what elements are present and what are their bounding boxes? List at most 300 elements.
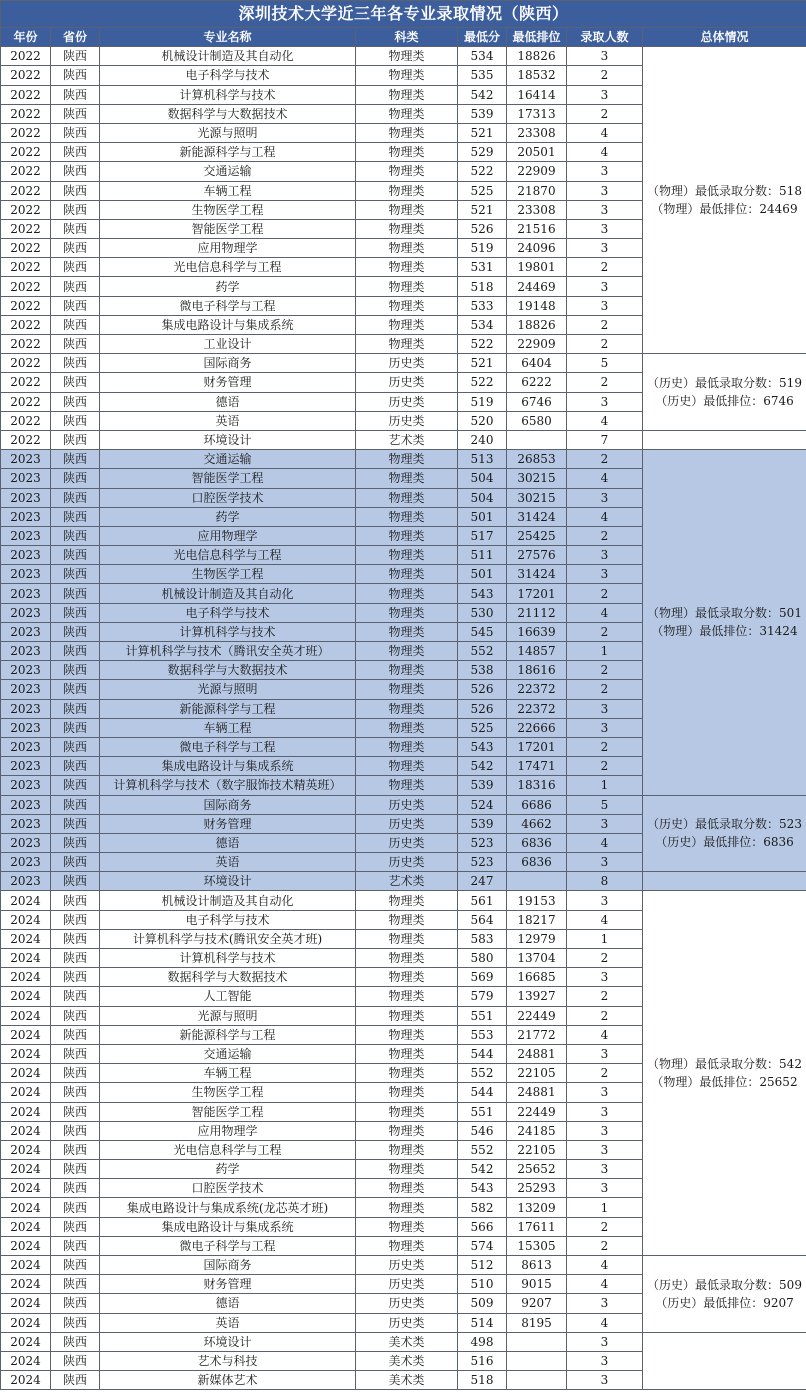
cell-year: 2024 <box>1 1217 51 1236</box>
cell-min-rank: 6222 <box>507 373 567 392</box>
cell-category: 物理类 <box>356 296 458 315</box>
cell-admitted: 4 <box>567 1275 643 1294</box>
cell-year: 2022 <box>1 123 51 142</box>
cell-major: 集成电路设计与集成系统 <box>100 315 356 334</box>
cell-year: 2024 <box>1 1083 51 1102</box>
cell-min-rank: 22909 <box>507 335 567 354</box>
cell-admitted: 3 <box>567 47 643 66</box>
cell-major: 英语 <box>100 853 356 872</box>
cell-category: 历史类 <box>356 833 458 852</box>
cell-min-score: 511 <box>458 546 507 565</box>
cell-major: 光源与照明 <box>100 1006 356 1025</box>
cell-min-score: 521 <box>458 200 507 219</box>
summary-cell <box>643 354 806 431</box>
cell-province: 陕西 <box>51 47 100 66</box>
cell-major: 财务管理 <box>100 373 356 392</box>
cell-category: 物理类 <box>356 1198 458 1217</box>
cell-province: 陕西 <box>51 1179 100 1198</box>
cell-province: 陕西 <box>51 1371 100 1390</box>
cell-province: 陕西 <box>51 219 100 238</box>
cell-major: 车辆工程 <box>100 1064 356 1083</box>
cell-year: 2023 <box>1 814 51 833</box>
cell-province: 陕西 <box>51 642 100 661</box>
cell-year: 2024 <box>1 1351 51 1370</box>
cell-year: 2022 <box>1 162 51 181</box>
table-body <box>1 47 806 1390</box>
cell-category: 物理类 <box>356 718 458 737</box>
summary-cell <box>643 795 806 872</box>
cell-province: 陕西 <box>51 603 100 622</box>
cell-min-score: 521 <box>458 123 507 142</box>
cell-year: 2024 <box>1 1025 51 1044</box>
cell-year: 2024 <box>1 987 51 1006</box>
cell-year: 2022 <box>1 354 51 373</box>
cell-min-score: 544 <box>458 1044 507 1063</box>
cell-min-score: 526 <box>458 699 507 718</box>
cell-min-rank: 22372 <box>507 680 567 699</box>
cell-province: 陕西 <box>51 1064 100 1083</box>
cell-year: 2022 <box>1 430 51 449</box>
cell-min-rank: 23308 <box>507 123 567 142</box>
cell-admitted: 5 <box>567 354 643 373</box>
cell-category: 物理类 <box>356 584 458 603</box>
cell-province: 陕西 <box>51 814 100 833</box>
cell-province: 陕西 <box>51 85 100 104</box>
cell-major: 财务管理 <box>100 814 356 833</box>
cell-year: 2024 <box>1 1332 51 1351</box>
cell-category: 物理类 <box>356 949 458 968</box>
cell-category: 物理类 <box>356 1083 458 1102</box>
cell-min-rank: 25652 <box>507 1160 567 1179</box>
cell-category: 艺术类 <box>356 872 458 891</box>
cell-year: 2022 <box>1 66 51 85</box>
summary-line: （历史）最低录取分数：523 <box>647 817 802 832</box>
cell-year: 2024 <box>1 949 51 968</box>
cell-category: 历史类 <box>356 1294 458 1313</box>
cell-min-score: 566 <box>458 1217 507 1236</box>
cell-admitted: 3 <box>567 1140 643 1159</box>
cell-province: 陕西 <box>51 354 100 373</box>
cell-province: 陕西 <box>51 123 100 142</box>
cell-province: 陕西 <box>51 430 100 449</box>
cell-major: 智能医学工程 <box>100 219 356 238</box>
cell-admitted: 1 <box>567 929 643 948</box>
cell-min-score: 545 <box>458 622 507 641</box>
cell-year: 2023 <box>1 718 51 737</box>
cell-year: 2022 <box>1 258 51 277</box>
col-header-min-score: 最低分 <box>458 28 507 47</box>
cell-category: 物理类 <box>356 987 458 1006</box>
cell-min-rank: 17201 <box>507 737 567 756</box>
cell-year: 2023 <box>1 833 51 852</box>
cell-province: 陕西 <box>51 315 100 334</box>
cell-category: 美术类 <box>356 1371 458 1390</box>
cell-min-score: 574 <box>458 1236 507 1255</box>
cell-province: 陕西 <box>51 373 100 392</box>
cell-min-rank: 25293 <box>507 1179 567 1198</box>
cell-min-rank: 22372 <box>507 699 567 718</box>
cell-major: 智能医学工程 <box>100 469 356 488</box>
cell-admitted: 4 <box>567 603 643 622</box>
cell-category: 历史类 <box>356 373 458 392</box>
cell-major: 车辆工程 <box>100 718 356 737</box>
cell-province: 陕西 <box>51 987 100 1006</box>
cell-min-rank: 22909 <box>507 162 567 181</box>
cell-year: 2023 <box>1 795 51 814</box>
cell-admitted: 3 <box>567 277 643 296</box>
cell-major: 集成电路设计与集成系统(龙芯英才班) <box>100 1198 356 1217</box>
cell-category: 物理类 <box>356 1160 458 1179</box>
cell-category: 历史类 <box>356 853 458 872</box>
cell-admitted: 3 <box>567 1160 643 1179</box>
cell-min-score: 247 <box>458 872 507 891</box>
cell-province: 陕西 <box>51 488 100 507</box>
cell-category: 物理类 <box>356 1044 458 1063</box>
cell-category: 物理类 <box>356 258 458 277</box>
cell-min-rank: 18616 <box>507 661 567 680</box>
cell-min-score: 504 <box>458 488 507 507</box>
cell-min-rank: 18826 <box>507 315 567 334</box>
cell-category: 物理类 <box>356 66 458 85</box>
cell-province: 陕西 <box>51 181 100 200</box>
cell-min-score: 529 <box>458 143 507 162</box>
cell-major: 光电信息科学与工程 <box>100 546 356 565</box>
cell-year: 2023 <box>1 680 51 699</box>
cell-major: 生物医学工程 <box>100 200 356 219</box>
cell-major: 财务管理 <box>100 1275 356 1294</box>
cell-category: 物理类 <box>356 143 458 162</box>
cell-min-rank: 14857 <box>507 642 567 661</box>
cell-major: 交通运输 <box>100 1044 356 1063</box>
cell-min-score: 553 <box>458 1025 507 1044</box>
cell-province: 陕西 <box>51 392 100 411</box>
cell-min-rank <box>507 872 567 891</box>
cell-category: 物理类 <box>356 1236 458 1255</box>
cell-min-rank: 18532 <box>507 66 567 85</box>
cell-category: 物理类 <box>356 910 458 929</box>
cell-category: 物理类 <box>356 661 458 680</box>
cell-major: 集成电路设计与集成系统 <box>100 757 356 776</box>
cell-admitted: 1 <box>567 776 643 795</box>
cell-min-score: 525 <box>458 718 507 737</box>
summary-line: （历史）最低录取分数：509 <box>647 1277 802 1292</box>
summary-line: （历史）最低录取分数：519 <box>647 376 802 391</box>
cell-min-score: 543 <box>458 737 507 756</box>
cell-category: 物理类 <box>356 776 458 795</box>
cell-province: 陕西 <box>51 296 100 315</box>
cell-year: 2022 <box>1 85 51 104</box>
cell-admitted: 3 <box>567 968 643 987</box>
cell-min-score: 518 <box>458 277 507 296</box>
cell-admitted: 2 <box>567 661 643 680</box>
cell-min-rank: 24469 <box>507 277 567 296</box>
cell-min-score: 240 <box>458 430 507 449</box>
summary-line: （物理）最低排位：25652 <box>651 1075 798 1090</box>
cell-major: 国际商务 <box>100 1256 356 1275</box>
cell-major: 应用物理学 <box>100 1121 356 1140</box>
table-header <box>1 28 806 47</box>
cell-major: 德语 <box>100 833 356 852</box>
cell-min-rank: 22449 <box>507 1102 567 1121</box>
cell-admitted: 2 <box>567 335 643 354</box>
cell-category: 物理类 <box>356 162 458 181</box>
cell-major: 微电子科学与工程 <box>100 737 356 756</box>
cell-category: 物理类 <box>356 488 458 507</box>
cell-province: 陕西 <box>51 795 100 814</box>
cell-admitted: 2 <box>567 757 643 776</box>
cell-province: 陕西 <box>51 680 100 699</box>
cell-year: 2023 <box>1 776 51 795</box>
cell-admitted: 2 <box>567 1064 643 1083</box>
cell-category: 物理类 <box>356 450 458 469</box>
cell-province: 陕西 <box>51 411 100 430</box>
summary-cell <box>643 872 806 891</box>
cell-year: 2023 <box>1 737 51 756</box>
cell-min-score: 551 <box>458 1006 507 1025</box>
cell-min-score: 579 <box>458 987 507 1006</box>
cell-year: 2024 <box>1 1371 51 1390</box>
cell-category: 物理类 <box>356 123 458 142</box>
cell-min-rank: 9207 <box>507 1294 567 1313</box>
cell-min-rank: 19153 <box>507 891 567 910</box>
cell-province: 陕西 <box>51 104 100 123</box>
cell-category: 美术类 <box>356 1332 458 1351</box>
cell-min-score: 513 <box>458 450 507 469</box>
cell-min-rank: 22449 <box>507 1006 567 1025</box>
cell-admitted: 3 <box>567 1121 643 1140</box>
cell-admitted: 3 <box>567 392 643 411</box>
cell-min-score: 552 <box>458 642 507 661</box>
cell-admitted: 2 <box>567 680 643 699</box>
cell-min-rank: 30215 <box>507 469 567 488</box>
cell-year: 2024 <box>1 929 51 948</box>
cell-year: 2024 <box>1 1313 51 1332</box>
cell-admitted: 3 <box>567 1044 643 1063</box>
cell-year: 2023 <box>1 507 51 526</box>
cell-min-rank: 4662 <box>507 814 567 833</box>
cell-admitted: 2 <box>567 737 643 756</box>
cell-min-rank: 22666 <box>507 718 567 737</box>
cell-admitted: 2 <box>567 315 643 334</box>
cell-major: 数据科学与大数据技术 <box>100 968 356 987</box>
cell-min-rank: 6580 <box>507 411 567 430</box>
cell-min-rank: 6836 <box>507 853 567 872</box>
cell-min-rank: 21516 <box>507 219 567 238</box>
cell-min-score: 520 <box>458 411 507 430</box>
cell-min-score: 509 <box>458 1294 507 1313</box>
col-header-summary: 总体情况 <box>643 28 806 47</box>
col-header-admitted: 录取人数 <box>567 28 643 47</box>
cell-category: 历史类 <box>356 392 458 411</box>
cell-category: 物理类 <box>356 757 458 776</box>
cell-min-rank: 24881 <box>507 1044 567 1063</box>
cell-year: 2024 <box>1 1256 51 1275</box>
cell-min-score: 501 <box>458 507 507 526</box>
cell-province: 陕西 <box>51 661 100 680</box>
cell-category: 美术类 <box>356 1351 458 1370</box>
cell-province: 陕西 <box>51 1294 100 1313</box>
summary-cell <box>643 450 806 795</box>
cell-admitted: 2 <box>567 450 643 469</box>
cell-major: 生物医学工程 <box>100 1083 356 1102</box>
cell-major: 艺术与科技 <box>100 1351 356 1370</box>
cell-province: 陕西 <box>51 450 100 469</box>
cell-category: 物理类 <box>356 181 458 200</box>
summary-line: （物理）最低排位：24469 <box>651 202 798 217</box>
cell-province: 陕西 <box>51 1140 100 1159</box>
cell-min-score: 539 <box>458 776 507 795</box>
cell-category: 物理类 <box>356 85 458 104</box>
cell-major: 机械设计制造及其自动化 <box>100 891 356 910</box>
table-row <box>1 354 806 373</box>
cell-major: 集成电路设计与集成系统 <box>100 1217 356 1236</box>
cell-admitted: 2 <box>567 622 643 641</box>
cell-admitted: 4 <box>567 1256 643 1275</box>
cell-min-rank: 15305 <box>507 1236 567 1255</box>
summary-cell <box>643 47 806 354</box>
cell-province: 陕西 <box>51 1217 100 1236</box>
cell-year: 2022 <box>1 296 51 315</box>
cell-min-score: 519 <box>458 239 507 258</box>
cell-min-rank: 18217 <box>507 910 567 929</box>
cell-min-score: 538 <box>458 661 507 680</box>
cell-min-score: 512 <box>458 1256 507 1275</box>
cell-min-score: 539 <box>458 814 507 833</box>
cell-min-rank: 31424 <box>507 507 567 526</box>
cell-major: 德语 <box>100 1294 356 1313</box>
cell-min-rank: 17611 <box>507 1217 567 1236</box>
cell-major: 药学 <box>100 507 356 526</box>
cell-year: 2024 <box>1 1275 51 1294</box>
cell-year: 2023 <box>1 661 51 680</box>
cell-category: 物理类 <box>356 891 458 910</box>
cell-major: 新能源科学与工程 <box>100 143 356 162</box>
cell-category: 物理类 <box>356 277 458 296</box>
cell-min-rank: 12979 <box>507 929 567 948</box>
cell-province: 陕西 <box>51 949 100 968</box>
cell-min-rank: 24185 <box>507 1121 567 1140</box>
summary-line: （历史）最低排位：6836 <box>655 835 794 850</box>
cell-major: 新媒体艺术 <box>100 1371 356 1390</box>
cell-admitted: 4 <box>567 1025 643 1044</box>
cell-min-rank: 27576 <box>507 546 567 565</box>
table-row <box>1 872 806 891</box>
cell-min-rank: 8195 <box>507 1313 567 1332</box>
summary-line: （物理）最低录取分数：501 <box>647 606 802 621</box>
cell-major: 药学 <box>100 277 356 296</box>
cell-min-score: 533 <box>458 296 507 315</box>
cell-category: 物理类 <box>356 200 458 219</box>
cell-year: 2023 <box>1 642 51 661</box>
cell-min-score: 521 <box>458 354 507 373</box>
cell-min-score: 531 <box>458 258 507 277</box>
cell-province: 陕西 <box>51 162 100 181</box>
cell-min-score: 580 <box>458 949 507 968</box>
cell-major: 新能源科学与工程 <box>100 699 356 718</box>
cell-admitted: 3 <box>567 718 643 737</box>
cell-year: 2022 <box>1 239 51 258</box>
cell-category: 物理类 <box>356 737 458 756</box>
cell-province: 陕西 <box>51 526 100 545</box>
cell-min-rank: 13209 <box>507 1198 567 1217</box>
cell-min-score: 551 <box>458 1102 507 1121</box>
cell-year: 2024 <box>1 1198 51 1217</box>
cell-min-rank: 22105 <box>507 1064 567 1083</box>
summary-line: （物理）最低排位：31424 <box>651 624 798 639</box>
cell-major: 交通运输 <box>100 162 356 181</box>
cell-min-score: 525 <box>458 181 507 200</box>
cell-admitted: 2 <box>567 258 643 277</box>
cell-admitted: 2 <box>567 104 643 123</box>
cell-category: 物理类 <box>356 47 458 66</box>
cell-major: 光电信息科学与工程 <box>100 258 356 277</box>
cell-min-score: 544 <box>458 1083 507 1102</box>
cell-min-rank: 31424 <box>507 565 567 584</box>
cell-admitted: 4 <box>567 123 643 142</box>
cell-year: 2023 <box>1 584 51 603</box>
cell-category: 物理类 <box>356 1179 458 1198</box>
cell-min-score: 542 <box>458 1160 507 1179</box>
cell-min-score: 514 <box>458 1313 507 1332</box>
cell-min-score: 552 <box>458 1140 507 1159</box>
cell-year: 2023 <box>1 622 51 641</box>
cell-category: 物理类 <box>356 104 458 123</box>
cell-admitted: 4 <box>567 143 643 162</box>
cell-min-rank: 16414 <box>507 85 567 104</box>
cell-category: 物理类 <box>356 1064 458 1083</box>
summary-cell <box>643 1332 806 1390</box>
table-row <box>1 891 806 910</box>
cell-min-rank: 17471 <box>507 757 567 776</box>
cell-admitted: 4 <box>567 411 643 430</box>
summary-line: （历史）最低排位：9207 <box>655 1295 794 1310</box>
cell-province: 陕西 <box>51 546 100 565</box>
cell-min-score: 583 <box>458 929 507 948</box>
cell-category: 物理类 <box>356 526 458 545</box>
cell-admitted: 4 <box>567 1313 643 1332</box>
cell-min-rank: 22105 <box>507 1140 567 1159</box>
cell-major: 环境设计 <box>100 1332 356 1351</box>
cell-admitted: 3 <box>567 488 643 507</box>
cell-admitted: 2 <box>567 373 643 392</box>
cell-major: 应用物理学 <box>100 239 356 258</box>
cell-min-score: 543 <box>458 1179 507 1198</box>
cell-category: 物理类 <box>356 929 458 948</box>
cell-category: 物理类 <box>356 603 458 622</box>
cell-year: 2022 <box>1 315 51 334</box>
cell-category: 物理类 <box>356 546 458 565</box>
cell-province: 陕西 <box>51 1044 100 1063</box>
table-row <box>1 450 806 469</box>
cell-min-rank: 17201 <box>507 584 567 603</box>
cell-min-rank <box>507 1351 567 1370</box>
cell-major: 英语 <box>100 1313 356 1332</box>
cell-category: 物理类 <box>356 1140 458 1159</box>
cell-year: 2023 <box>1 603 51 622</box>
col-header-year: 年份 <box>1 28 51 47</box>
cell-category: 物理类 <box>356 1121 458 1140</box>
cell-year: 2024 <box>1 1102 51 1121</box>
cell-category: 历史类 <box>356 411 458 430</box>
cell-province: 陕西 <box>51 1083 100 1102</box>
cell-major: 新能源科学与工程 <box>100 1025 356 1044</box>
cell-major: 德语 <box>100 392 356 411</box>
cell-year: 2024 <box>1 1236 51 1255</box>
cell-province: 陕西 <box>51 1236 100 1255</box>
cell-admitted: 4 <box>567 507 643 526</box>
cell-admitted: 2 <box>567 1236 643 1255</box>
cell-admitted: 3 <box>567 1102 643 1121</box>
